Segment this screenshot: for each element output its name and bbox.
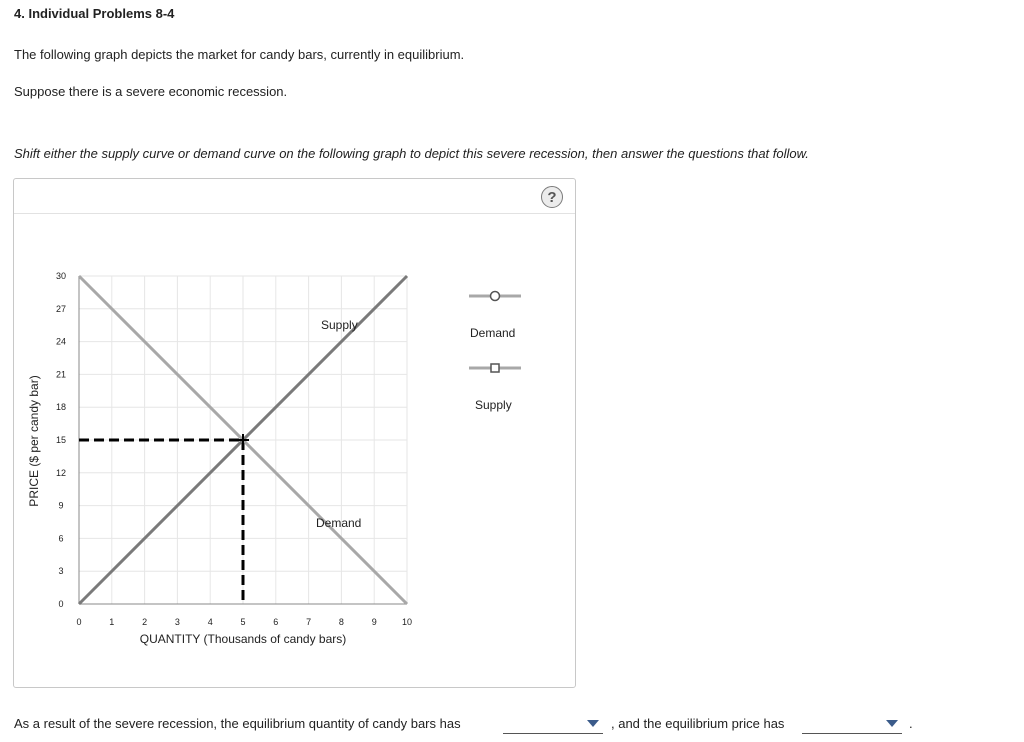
instruction-text: Shift either the supply curve or demand curve on the following graph to depict this severe recession, then answer the questions that follow. [14,146,809,161]
chevron-down-icon [587,720,599,727]
supply-tool-label: Supply [475,398,512,412]
y-tick-label: 24 [55,336,67,347]
x-tick-label: 8 [338,617,344,627]
supply-curve-label: Supply [321,318,358,332]
x-tick-label: 2 [142,617,148,627]
intro-text: The following graph depicts the market for candy bars, currently in equilibrium. [14,47,465,62]
y-tick-label: 6 [58,533,64,544]
x-tick-label: 10 [401,617,413,627]
x-tick-label: 6 [273,617,279,627]
graph-panel [13,178,576,688]
price-change-dropdown[interactable] [802,713,902,734]
circle-handle-icon [491,292,500,301]
help-button[interactable]: ? [541,186,563,208]
demand-curve-label: Demand [316,516,362,530]
y-tick-label: 18 [55,402,67,413]
demand-tool-handle[interactable] [469,289,521,303]
question-suffix: . [909,716,913,731]
x-tick-label: 1 [109,617,115,627]
y-tick-label: 15 [55,435,67,445]
x-tick-label: 4 [207,617,213,627]
supply-demand-graph[interactable] [14,179,575,687]
y-tick-label: 27 [55,303,67,314]
x-tick-label: 0 [76,617,82,627]
y-axis-label: PRICE ($ per candy bar) [27,375,41,507]
square-handle-icon [491,364,499,372]
x-axis-label: QUANTITY (Thousands of candy bars) [139,632,347,646]
y-tick-label: 12 [55,467,67,478]
x-tick-label: 7 [306,617,312,627]
question-prefix: As a result of the severe recession, the equilibrium quantity of candy bars has [14,716,461,731]
y-tick-label: 21 [55,369,67,380]
y-tick-label: 30 [55,271,67,281]
x-tick-label: 5 [240,617,246,627]
x-tick-label: 9 [371,617,377,627]
supply-tool-handle[interactable] [469,361,521,375]
chevron-down-icon [886,720,898,727]
y-tick-label: 3 [58,566,64,577]
question-middle: , and the equilibrium price has [611,716,785,731]
quantity-change-dropdown[interactable] [503,713,603,734]
y-tick-label: 0 [58,599,64,609]
scenario-text: Suppose there is a severe economic recession. [14,84,288,99]
y-tick-label: 9 [58,500,64,511]
problem-heading: 4. Individual Problems 8-4 [14,6,175,21]
demand-tool-label: Demand [470,326,516,340]
x-tick-label: 3 [174,617,180,627]
